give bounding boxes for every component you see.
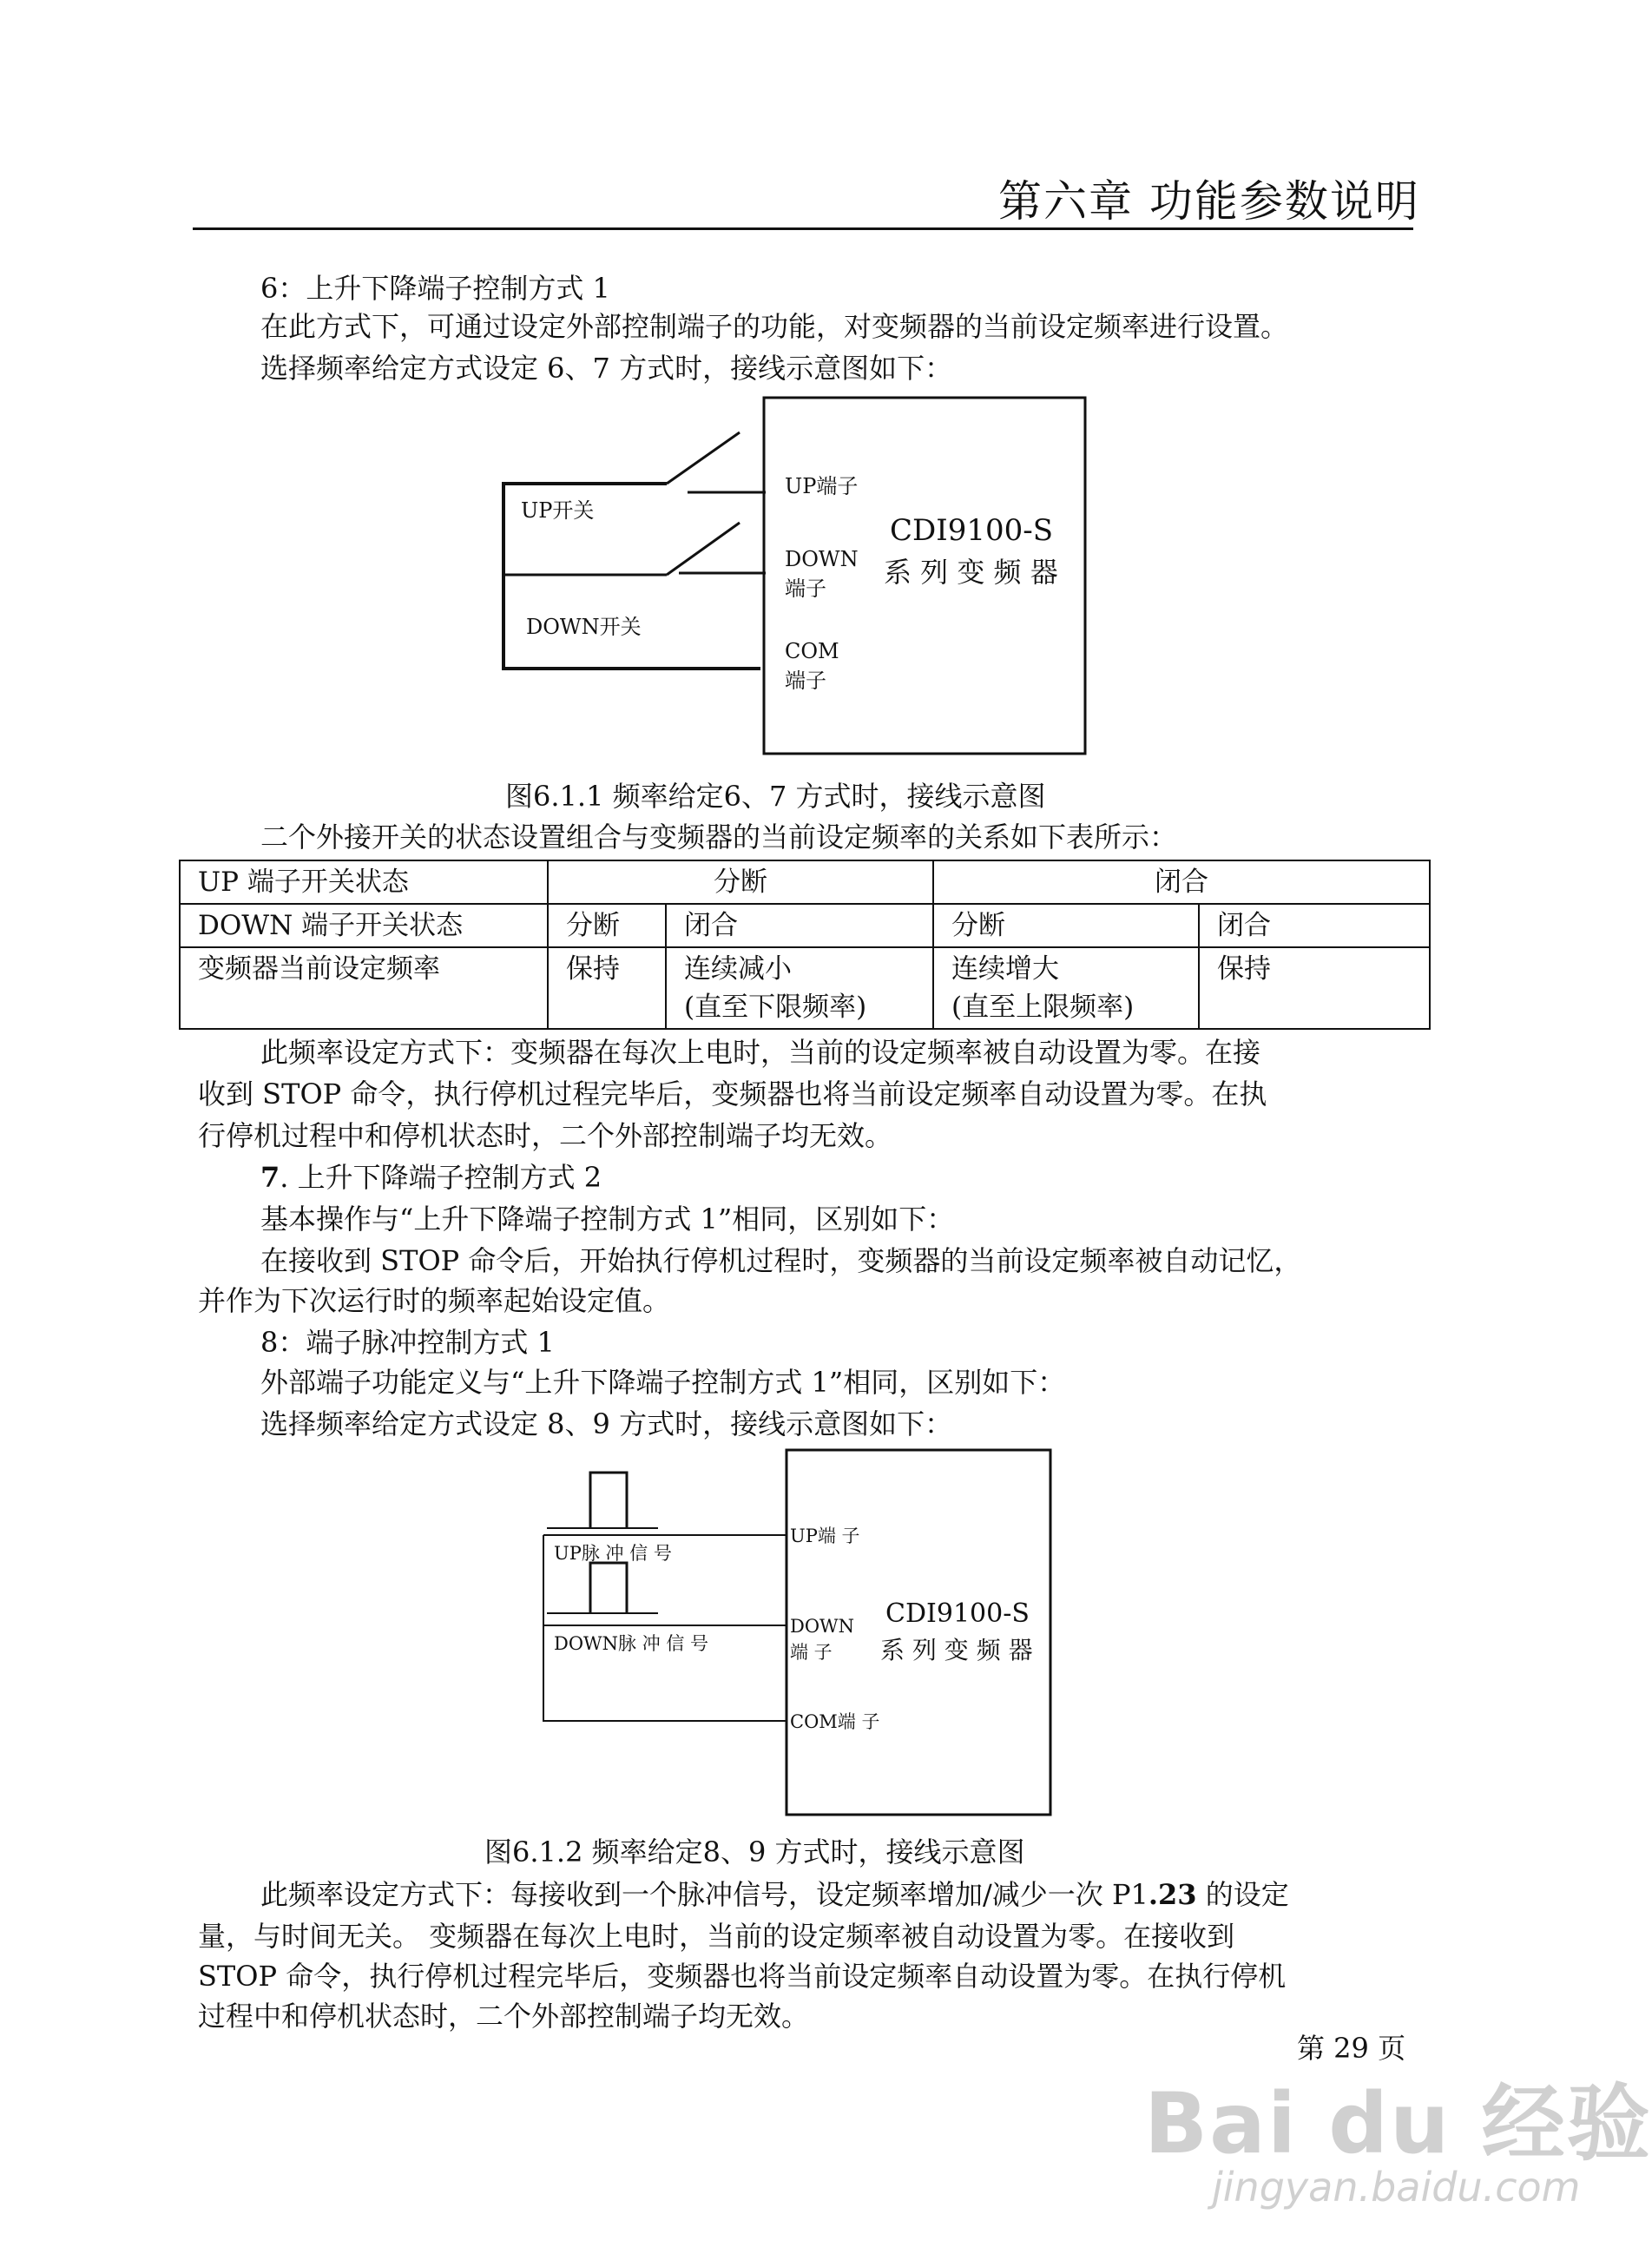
decrease-line-2: (直至下限频率) bbox=[684, 992, 867, 1023]
section-8-heading: 8：端子脉冲控制方式 1 bbox=[260, 1326, 555, 1359]
down-open-cell-1: 分断 bbox=[548, 904, 666, 947]
switch-state-table bbox=[179, 860, 1431, 1030]
device-model-label-2: CDI9100-S bbox=[885, 1598, 1030, 1629]
section-7-title: . 上升下降端子控制方式 2 bbox=[280, 1161, 602, 1194]
freq-cell-increase bbox=[933, 947, 1199, 1029]
section-7-heading bbox=[260, 1160, 602, 1195]
down-terminal-label-2b: 端 子 bbox=[790, 1642, 833, 1663]
down-terminal-label-2: 端子 bbox=[785, 577, 826, 601]
down-terminal-label-1: DOWN bbox=[785, 547, 859, 571]
increase-line-2: (直至上限频率) bbox=[951, 992, 1135, 1023]
section-6-paragraph-2: 选择频率给定方式设定 6、7 方式时，接线示意图如下： bbox=[260, 352, 953, 385]
up-terminal-label-2: UP端 子 bbox=[790, 1526, 860, 1546]
up-pulse-label: UP脉 冲 信 号 bbox=[554, 1543, 672, 1564]
up-switch-blade bbox=[667, 432, 740, 484]
final-line-1-text: 此频率设定方式下：每接收到一个脉冲信号，设定频率增加/减少一次 P1 bbox=[260, 1878, 1149, 1911]
figure-2-caption: 图6.1.2 频率给定8、9 方式时，接线示意图 bbox=[484, 1835, 1025, 1868]
section-6-paragraph-1: 在此方式下，可通过设定外部控制端子的功能，对变频器的当前设定频率进行设置。 bbox=[260, 310, 1289, 343]
section-7-number: 7 bbox=[260, 1161, 280, 1194]
after-table-line-2: 收到 STOP 命令，执行停机过程完毕后，变频器也将当前设定频率自动设置为零。在执 bbox=[198, 1078, 1267, 1111]
table-row bbox=[180, 947, 1430, 1029]
final-paragraph-line-4: 过程中和停机状态时，二个外部控制端子均无效。 bbox=[198, 2000, 810, 2033]
device-type-label: 系 列 变 频 器 bbox=[884, 556, 1058, 589]
down-open-cell-2: 分断 bbox=[933, 904, 1199, 947]
section-7-paragraph-1: 基本操作与“上升下降端子控制方式 1”相同，区别如下： bbox=[260, 1203, 955, 1236]
figure-1-caption: 图6.1.1 频率给定6、7 方式时，接线示意图 bbox=[505, 780, 1046, 813]
up-closed-header: 闭合 bbox=[933, 860, 1430, 904]
com-terminal-label-2: 端子 bbox=[785, 669, 826, 693]
increase-line-1: 连续增大 bbox=[951, 953, 1059, 985]
up-pulse-waveform bbox=[590, 1473, 627, 1528]
table-row bbox=[180, 860, 1430, 904]
after-table-line-1: 此频率设定方式下：变频器在每次上电时，当前的设定频率被自动设置为零。在接 bbox=[260, 1036, 1261, 1069]
up-terminal-label: UP端子 bbox=[785, 474, 859, 498]
com-terminal-label-1: COM bbox=[785, 639, 839, 663]
device-type-label-2: 系 列 变 频 器 bbox=[880, 1636, 1033, 1664]
down-pulse-label: DOWN脉 冲 信 号 bbox=[554, 1633, 709, 1654]
final-paragraph-line-1 bbox=[260, 1877, 1289, 1912]
table-intro: 二个外接开关的状态设置组合与变频器的当前设定频率的关系如下表所示： bbox=[260, 821, 1178, 853]
chapter-title: 第六章 功能参数说明 bbox=[998, 176, 1420, 227]
baidu-watermark-logo: Bai du 经验 bbox=[1144, 2075, 1652, 2172]
up-state-label: UP 端子开关状态 bbox=[180, 860, 548, 904]
down-switch-label: DOWN开关 bbox=[526, 615, 642, 639]
down-closed-cell-2: 闭合 bbox=[1199, 904, 1430, 947]
freq-label: 变频器当前设定频率 bbox=[180, 947, 548, 1029]
final-line-1-tail: 的设定 bbox=[1196, 1878, 1289, 1911]
final-paragraph-line-3: STOP 命令，执行停机过程完毕后，变频器也将当前设定频率自动设置为零。在执行停机 bbox=[198, 1960, 1287, 1993]
down-pulse-waveform bbox=[590, 1563, 627, 1613]
section-7-paragraph-2-line-2: 并作为下次运行时的频率起始设定值。 bbox=[198, 1284, 671, 1317]
table-row bbox=[180, 904, 1430, 947]
down-closed-cell-1: 闭合 bbox=[666, 904, 933, 947]
section-6-heading: 6：上升下降端子控制方式 1 bbox=[260, 272, 610, 305]
header-divider bbox=[193, 227, 1413, 230]
page-number: 第 29 页 bbox=[1297, 2032, 1406, 2065]
section-7-paragraph-2-line-1: 在接收到 STOP 命令后，开始执行停机过程时，变频器的当前设定频率被自动记忆， bbox=[260, 1244, 1302, 1277]
decrease-line-1: 连续减小 bbox=[684, 953, 792, 985]
up-open-header: 分断 bbox=[548, 860, 933, 904]
final-line-1-param: .23 bbox=[1148, 1878, 1197, 1911]
com-terminal-label-2: COM端 子 bbox=[790, 1711, 880, 1732]
final-paragraph-line-2: 量，与时间无关。 变频器在每次上电时，当前的设定频率被自动设置为零。在接收到 bbox=[198, 1920, 1235, 1953]
freq-cell-hold-1: 保持 bbox=[548, 947, 666, 1029]
section-8-paragraph-2: 选择频率给定方式设定 8、9 方式时，接线示意图如下： bbox=[260, 1407, 953, 1440]
wiring-diagram-2 bbox=[521, 1443, 1076, 1825]
up-switch-label: UP开关 bbox=[521, 498, 595, 523]
down-state-label: DOWN 端子开关状态 bbox=[180, 904, 548, 947]
down-switch-blade bbox=[667, 523, 740, 575]
freq-cell-decrease bbox=[666, 947, 933, 1029]
wiring-diagram-1 bbox=[486, 392, 1094, 766]
baidu-watermark-url: jingyan.baidu.com bbox=[1212, 2164, 1581, 2211]
freq-cell-hold-2: 保持 bbox=[1199, 947, 1430, 1029]
device-model-label: CDI9100-S bbox=[890, 513, 1054, 548]
down-terminal-label-2a: DOWN bbox=[790, 1616, 855, 1637]
section-8-paragraph-1: 外部端子功能定义与“上升下降端子控制方式 1”相同，区别如下： bbox=[260, 1366, 1066, 1399]
after-table-line-3: 行停机过程中和停机状态时，二个外部控制端子均无效。 bbox=[198, 1119, 893, 1152]
